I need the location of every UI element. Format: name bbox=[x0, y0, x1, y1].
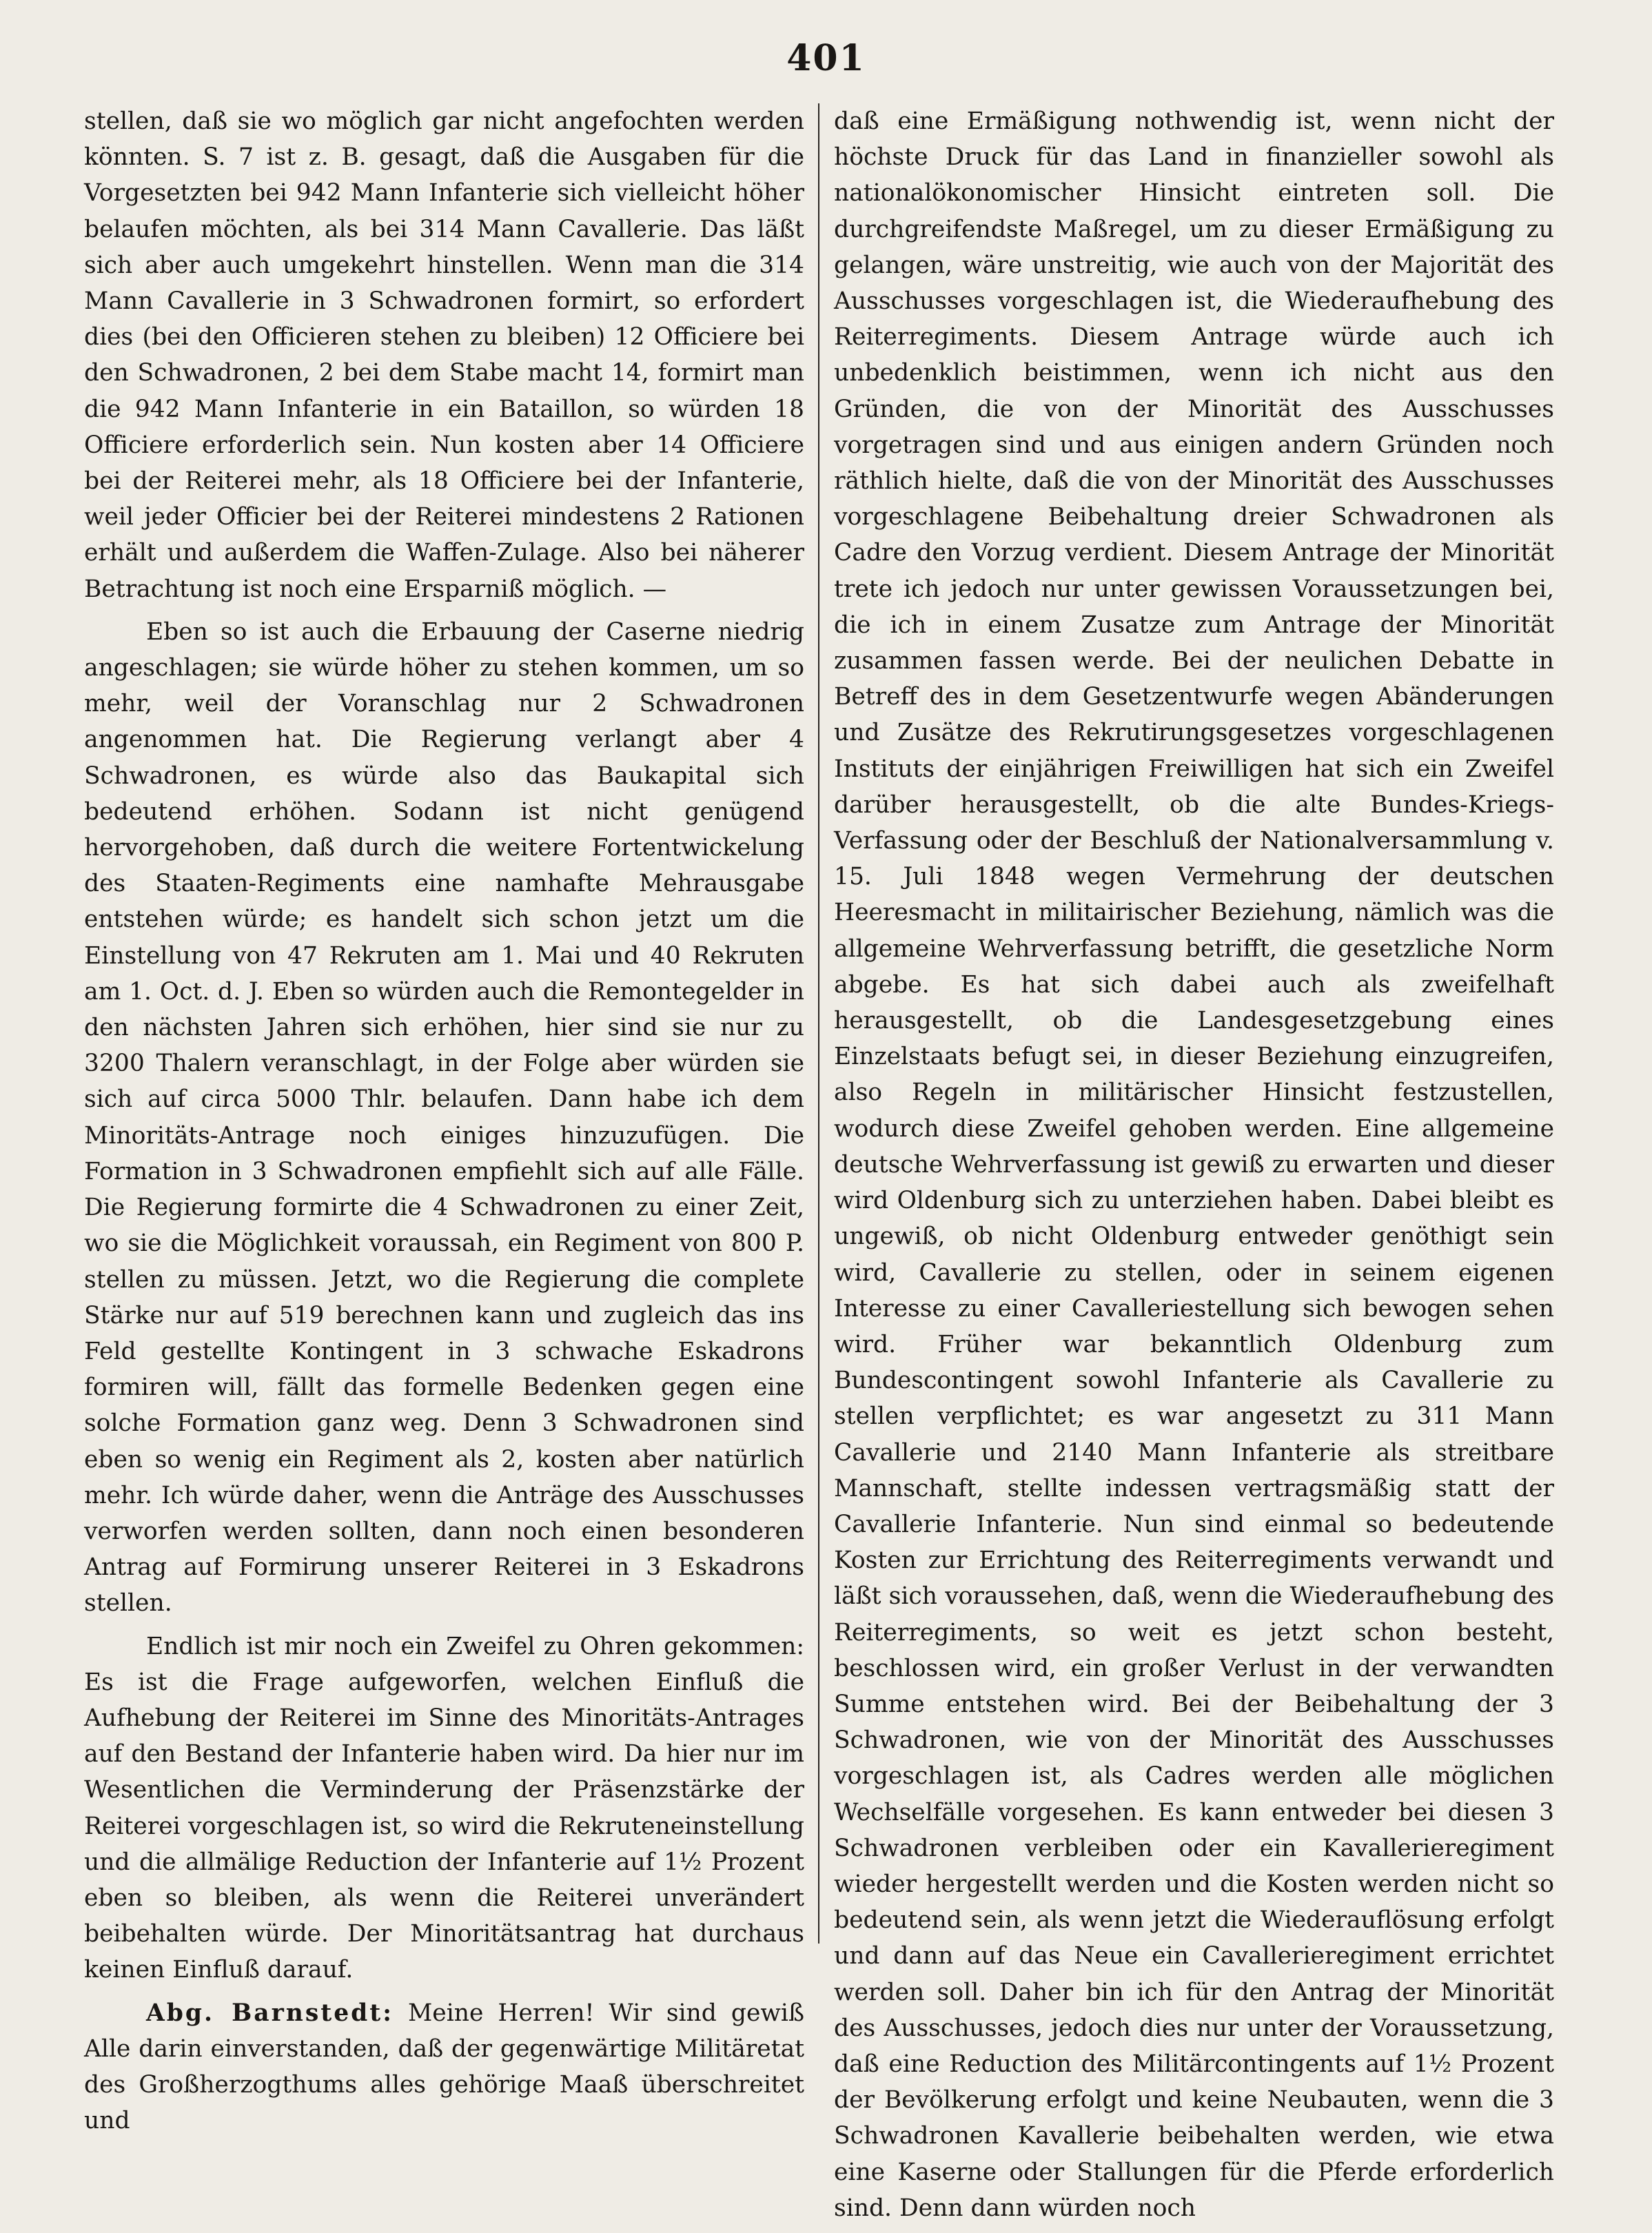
right-column bbox=[834, 103, 1554, 2233]
paragraph: Eben so ist auch die Erbauung der Caserne niedrig angeschlagen; sie würde höher zu stehen kommen, um so mehr, weil der Voranschlag nur 2 Schwadronen angenommen hat. Die Regierung verlangt aber 4 Schwadronen, es würde also das Baukapital sich bedeutend erhöhen. Sodann ist nicht genügend hervorgehoben, daß durch die weitere Fortentwickelung des Staaten-Regiments eine namhafte Mehrausgabe entstehen würde; es handelt sich schon jetzt um die Einstellung von 47 Rekruten am 1. Mai und 40 Rekruten am 1. Oct. d. J. Eben so würden auch die Remontegelder in den nächsten Jahren sich erhöhen, hier sind sie nur zu 3200 Thalern veranschlagt, in der Folge aber würden sie sich auf circa 5000 Thlr. belaufen. Dann habe ich dem Minoritäts-Antrage noch einiges hinzuzufügen. Die Formation in 3 Schwadronen empfiehlt sich auf alle Fälle. Die Regierung formirte die 4 Schwadronen zu einer Zeit, wo sie die Möglichkeit voraussah, ein Regiment von 800 P. stellen zu müssen. Jetzt, wo die Regierung die complete Stärke nur auf 519 berechnen kann und zugleich das ins Feld gestellte Kontingent in 3 schwache Eskadrons formiren will, fällt das formelle Bedenken gegen eine solche Formation ganz weg. Denn 3 Schwadronen sind eben so wenig ein Regiment als 2, kosten aber natürlich mehr. Ich würde daher, wenn die Anträge des Ausschusses verworfen werden sollten, dann noch einen besonderen Antrag auf Formirung unserer Reiterei in 3 Eskadrons stellen. bbox=[84, 618, 804, 1618]
page-number: 401 bbox=[786, 37, 866, 79]
speaker-name: Abg. Barnstedt: bbox=[146, 1999, 394, 2027]
left-column bbox=[84, 103, 804, 2145]
paragraph: daß eine Ermäßigung nothwendig ist, wenn nicht der höchste Druck für das Land in finanzieller sowohl als nationalökonomischer Hinsicht eintreten soll. Die durchgreifendste Maßregel, um zu dieser Ermäßigung zu gelangen, wäre unstreitig, wie auch von der Majorität des Ausschusses vorgeschlagen ist, die Wiederaufhebung des Reiterregiments. Diesem Antrage würde auch ich unbedenklich beistimmen, wenn ich nicht aus den Gründen, die von der Minorität des Ausschusses vorgetragen sind und aus einigen andern Gründen noch räthlich hielte, daß die von der Minorität des Ausschusses vorgeschlagene Beibehaltung dreier Schwadronen als Cadre den Vorzug verdient. Diesem Antrage der Minorität trete ich jedoch nur unter gewissen Voraussetzungen bei, die ich in einem Zusatze zum Antrage der Minorität zusammen fassen werde. Bei der neulichen Debatte in Betreff des in dem Gesetzentwurfe wegen Abänderungen und Zusätze des Rekrutirungsgesetzes vorgeschlagenen Instituts der einjährigen Freiwilligen hat sich ein Zweifel darüber herausgestellt, ob die alte Bundes-Kriegs-Verfassung oder der Beschluß der Nationalversammlung v. 15. Juli 1848 wegen Vermehrung der deutschen Heeresmacht in militairischer Beziehung, nämlich was die allgemeine Wehrverfassung betrifft, die gesetzliche Norm abgebe. Es hat sich dabei auch als zweifelhaft herausgestellt, ob die Landesgesetzgebung eines Einzelstaats befugt sei, in dieser Beziehung einzugreifen, also Regeln in militärischer Hinsicht festzustellen, wodurch diese Zweifel gehoben werden. Eine allgemeine deutsche Wehrverfassung ist gewiß zu erwarten und dieser wird Oldenburg sich zu unterziehen haben. Dabei bleibt es ungewiß, ob nicht Oldenburg entweder genöthigt sein wird, Cavallerie zu stellen, oder in seinem eigenen Interesse zu einer Cavalleriestellung sich bewogen sehen wird. Früher war bekanntlich Oldenburg zum Bundescontingent sowohl Infanterie als Cavallerie zu stellen verpflichtet; es war angesetzt zu 311 Mann Cavallerie und 2140 Mann Infanterie als streitbare Mannschaft, stellte indessen vertragsmäßig statt der Cavallerie Infanterie. Nun sind einmal so bedeutende Kosten zur Errichtung des Reiterregiments verwandt und läßt sich voraussehen, daß, wenn die Wiederaufhebung des Reiterregiments, so weit es jetzt schon besteht, beschlossen wird, ein großer Verlust in der verwandten Summe entstehen wird. Bei der Beibehaltung der 3 Schwadronen, wie von der Minorität des Ausschusses vorgeschlagen ist, als Cadres werden alle möglichen Wechselfälle vorgesehen. Es kann entweder bei diesen 3 Schwadronen verbleiben oder ein Kavallerieregiment wieder hergestellt werden und die Kosten werden nicht so bedeutend sein, als wenn jetzt die Wiederauflösung erfolgt und dann auf das Neue ein Cavallerieregiment errichtet werden soll. Daher bin ich für den Antrag der Minorität des Ausschusses, jedoch dies nur unter der Voraussetzung, daß eine Reduction des Militärcontingents auf 1½ Prozent der Bevölkerung erfolgt und keine Neubauten, wenn die 3 Schwadronen Kavallerie beibehalten werden, wie etwa eine Kaserne oder Stallungen für die Pferde erforderlich sind. Denn dann würden noch bbox=[834, 108, 1554, 2222]
paragraph: stellen, daß sie wo möglich gar nicht angefochten werden könnten. S. 7 ist z. B. gesagt, daß die Ausgaben für die Vorgesetzten bei 942 Mann Infanterie sich vielleicht höher belaufen möchten, als bei 314 Mann Cavallerie. Das läßt sich aber auch umgekehrt hinstellen. Wenn man die 314 Mann Cavallerie in 3 Schwadronen formirt, so erfordert dies (bei den Officieren stehen zu bleiben) 12 Officiere bei den Schwadronen, 2 bei dem Stabe macht 14, formirt man die 942 Mann Infanterie in ein Bataillon, so würden 18 Officiere erforderlich sein. Nun kosten aber 14 Officiere bei der Reiterei mehr, als 18 Officiere bei der Infanterie, weil jeder Officier bei der Reiterei mindestens 2 Rationen erhält und außerdem die Waffen-Zulage. Also bei näherer Betrachtung ist noch eine Ersparniß möglich. — bbox=[84, 108, 804, 603]
column-divider bbox=[818, 103, 819, 1944]
speech-paragraph bbox=[84, 1995, 804, 2139]
speech-text: Meine Herren! Wir sind gewiß Alle darin einverstanden, daß der gegenwärtige Militäretat des Großherzogthums alles gehörige Maaß überschreitet und bbox=[84, 1999, 804, 2135]
paragraph: Endlich ist mir noch ein Zweifel zu Ohren gekommen: Es ist die Frage aufgeworfen, welchen Einfluß die Aufhebung der Reiterei im Sinne des Minoritäts-Antrages auf den Bestand der Infanterie haben wird. Da hier nur im Wesentlichen die Verminderung der Präsenzstärke der Reiterei vorgeschlagen ist, so wird die Rekruteneinstellung und die allmälige Reduction der Infanterie auf 1½ Prozent eben so bleiben, als wenn die Reiterei unverändert beibehalten würde. Der Minoritätsantrag hat durchaus keinen Einfluß darauf. bbox=[84, 1632, 804, 1984]
